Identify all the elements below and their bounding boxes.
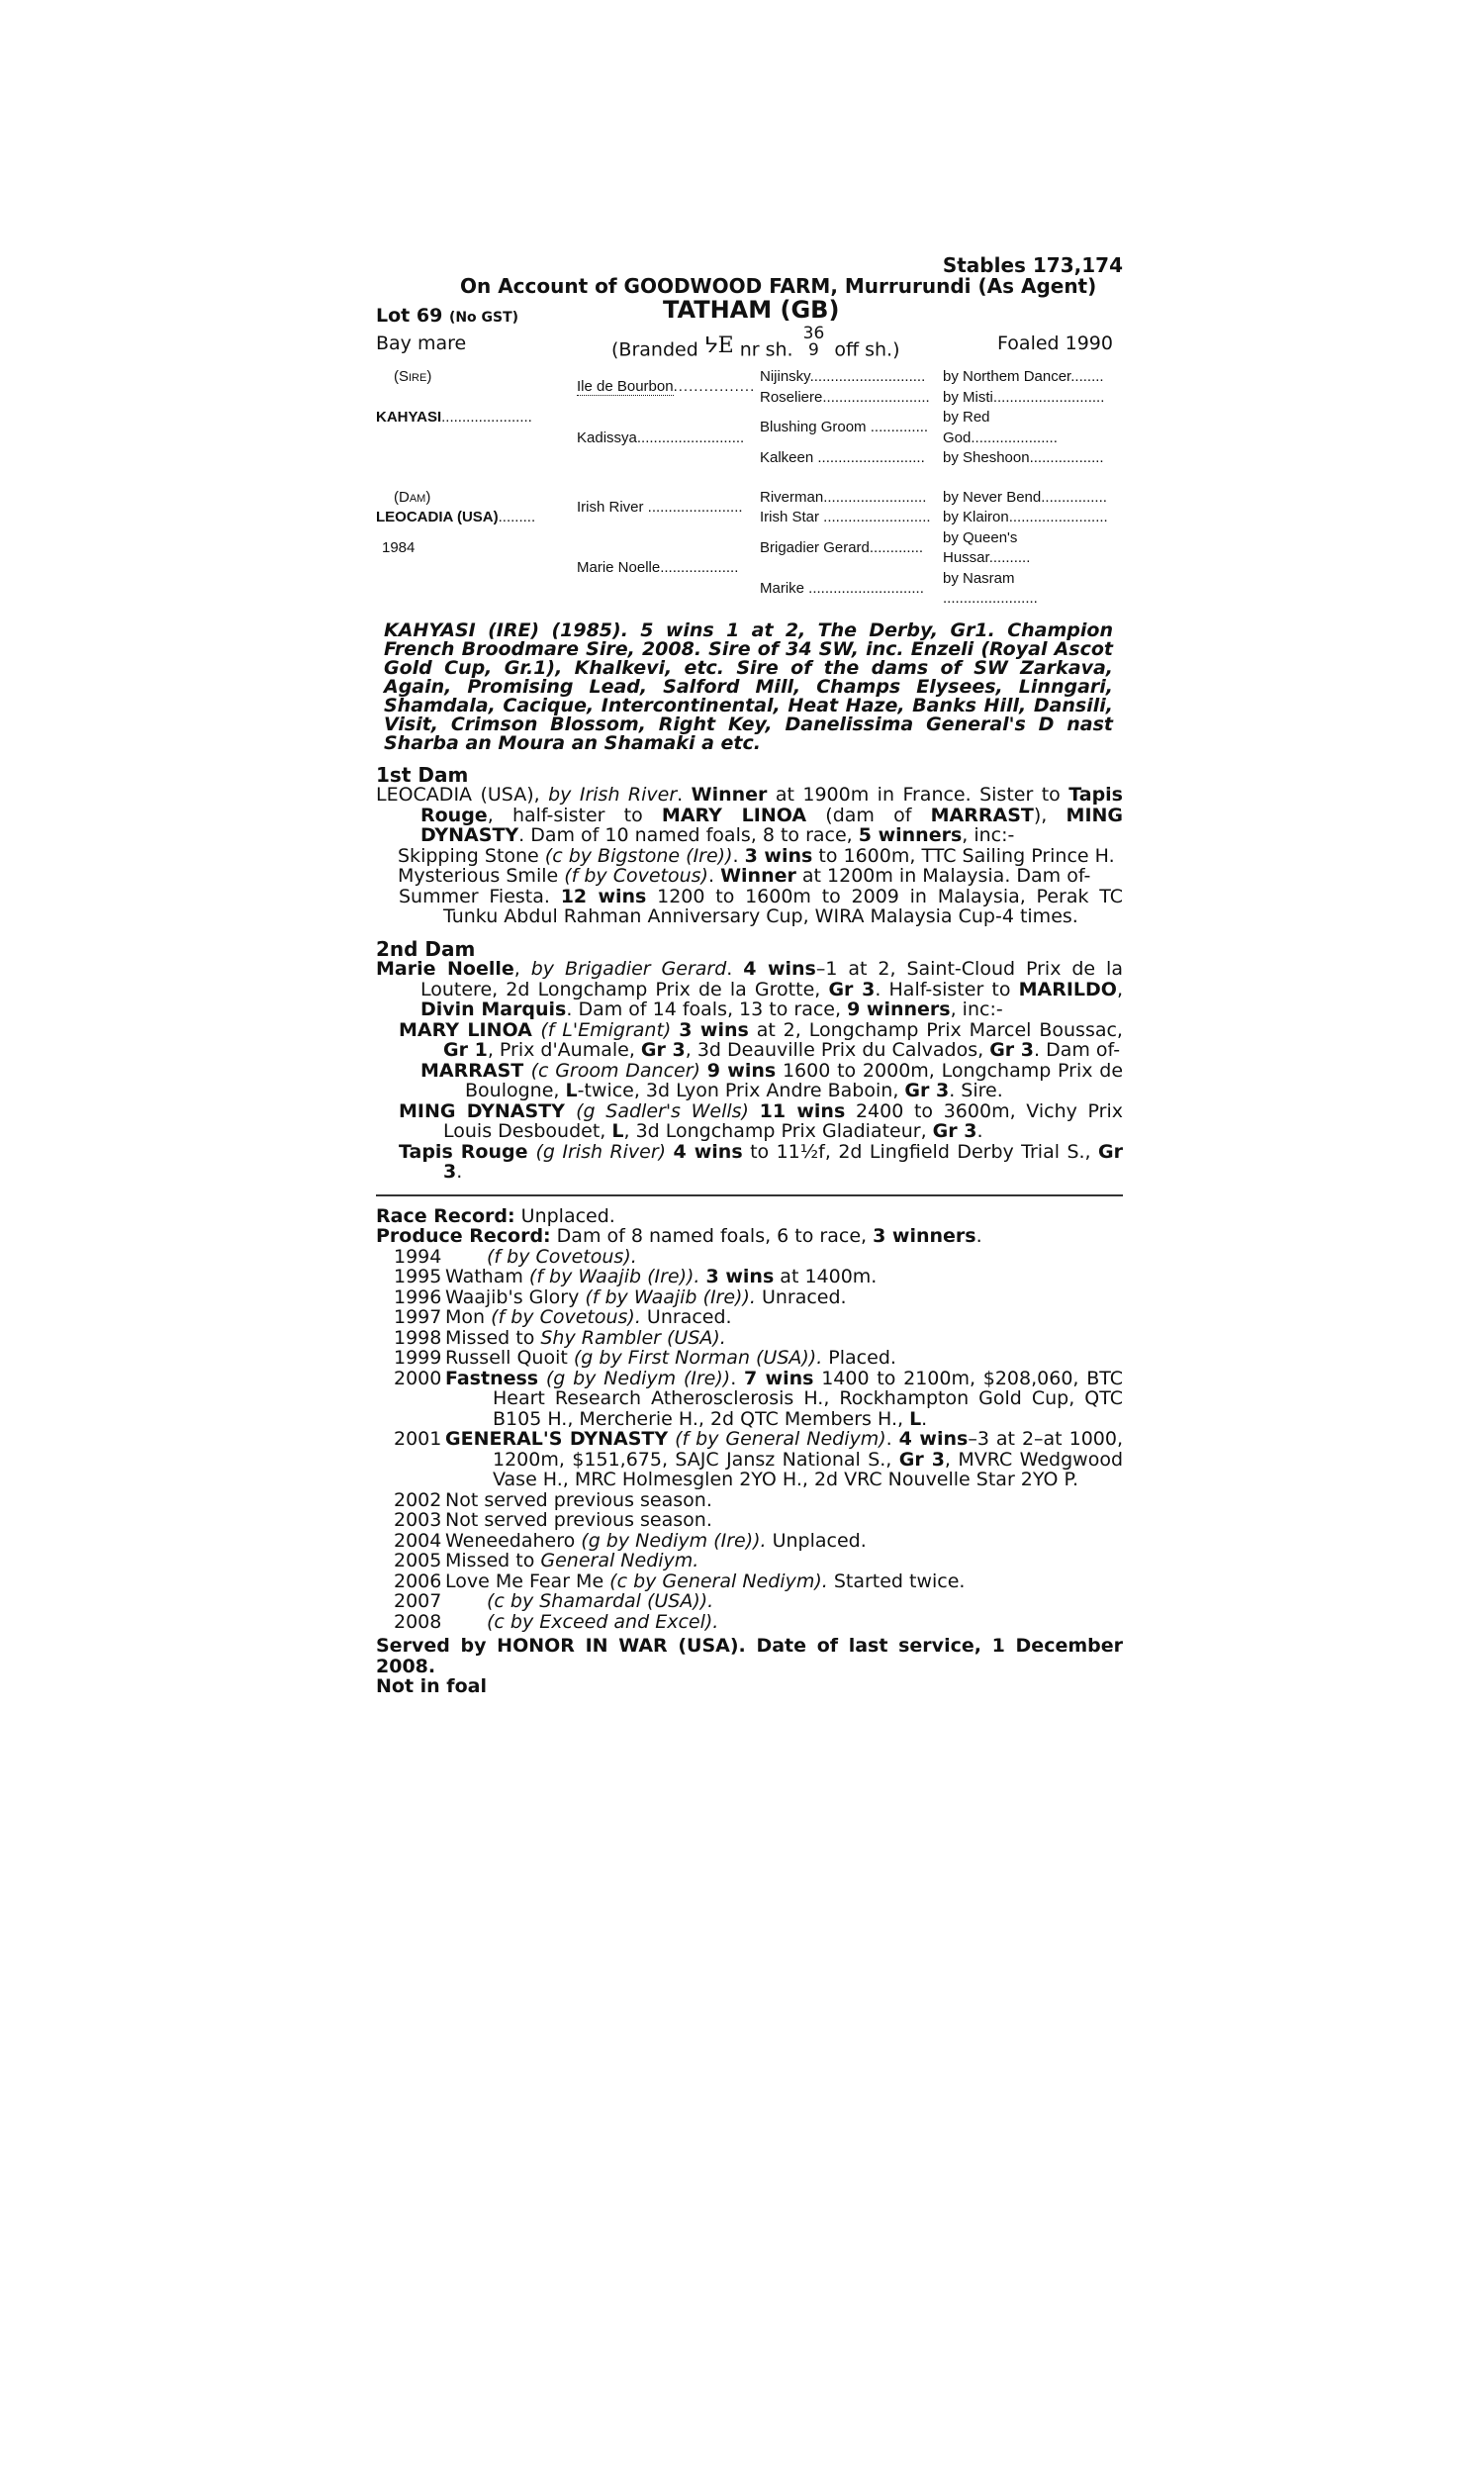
- produce-2004: 2004 Weneedahero (g by Nediym (Ire)). Unplaced.: [394, 1529, 867, 1552]
- offspring-mysterious-smile: Mysterious Smile (f by Covetous). Winner at 1200m in Malaysia. Dam of-: [398, 865, 1091, 887]
- offspring-summer-fiesta: Summer Fiesta. 12 wins 1200 to 1600m to 2009 in Malaysia, Perak TC Tunku Abdul Rahman Anniversary Cup, WIRA Malaysia Cup-4 times.: [399, 885, 1123, 927]
- ped-gg-8: Marike: [760, 579, 805, 597]
- produce-2008: 2008 (c by Exceed and Excel).: [394, 1610, 719, 1633]
- first-dam-paragraph: LEOCADIA (USA), by Irish River. Winner at 1900m in France. Sister to Tapis Rouge, half-sister to MARY LINOA (dam of MARRAST), MING DYNASTY. Dam of 10 named foals, 8 to race, 5 winners, inc:-: [376, 784, 1124, 846]
- ped-ggg-8: by Nasram: [943, 569, 1015, 587]
- second-dam-paragraph: Marie Noelle, by Brigadier Gerard. 4 wins–1 at 2, Saint-Cloud Prix de la Loutere, 2d Longchamp Prix de la Grotte, Gr 3. Half-sister to MARILDO, Divin Marquis. Dam of 14 foals, 13 to race, 9 winners, inc:-: [376, 958, 1123, 1020]
- brand-description: (Branded ᔭE nr sh. 36 9 off sh.): [611, 324, 900, 361]
- ped-gg-1: Nijinsky: [760, 368, 810, 385]
- section-divider: [376, 1194, 1123, 1196]
- produce-2005: 2005 Missed to General Nediym.: [394, 1550, 699, 1571]
- ped-ggg-2: by Misti: [943, 388, 993, 406]
- catalogue-page: [376, 255, 1123, 1697]
- dam-name: LEOCADIA (USA): [376, 509, 499, 525]
- ped-ggg-7: by Queen's Hussar: [943, 528, 1018, 566]
- produce-1999: 1999 Russell Quoit (g by First Norman (USA)). Placed.: [394, 1347, 896, 1369]
- colour-sex: Bay mare: [376, 333, 467, 354]
- brand-number: 36 9: [802, 324, 825, 360]
- sire-sire: Ile de Bourbon: [577, 378, 674, 396]
- produce-1998: 1998 Missed to Shy Rambler (USA).: [394, 1326, 726, 1349]
- offspring-ming-dynasty: MING DYNASTY (g Sadler's Wells) 11 wins 2400 to 3600m, Vichy Prix Louis Desboudet, L, 3d Longchamp Prix Gladiateur, Gr 3.: [399, 1099, 1124, 1142]
- sire-dam: Kadissya: [577, 428, 637, 446]
- vendor-line: On Account of GOODWOOD FARM, Murrurundi (As Agent): [460, 273, 1097, 298]
- ped-ggg-3: by Red God: [943, 409, 990, 446]
- offspring-mary-linoa: MARY LINOA (f L'Emigrant) 3 wins at 2, Longchamp Prix Marcel Boussac, Gr 1, Prix d'Aumale, Gr 3, 3d Deauville Prix du Calvados, Gr 3. Dam of-: [399, 1018, 1123, 1061]
- ped-gg-2: Roseliere: [760, 388, 823, 406]
- dam-dam: Marie Noelle: [577, 559, 661, 577]
- produce-2003: 2003 Not served previous season.: [394, 1509, 712, 1531]
- race-record: Race Record: Unplaced.: [376, 1204, 615, 1227]
- foaled-year: Foaled 1990: [997, 333, 1113, 354]
- first-dam-heading: 1st Dam: [376, 762, 469, 787]
- ped-ggg-5: by Never Bend: [943, 488, 1042, 506]
- gst-note: (No GST): [448, 310, 519, 326]
- sire-label: (Sire): [394, 368, 432, 385]
- served-by: Served by HONOR IN WAR (USA). Date of last service, 1 December 2008.: [376, 1635, 1123, 1677]
- ped-ggg-1: by Northem Dancer: [943, 368, 1071, 385]
- ped-gg-6: Irish Star: [760, 509, 820, 525]
- offspring-marrast: MARRAST (c Groom Dancer) 9 wins 1600 to 2000m, Longchamp Prix de Boulogne, L-twice, 3d Lyon Prix Andre Baboin, Gr 3. Sire.: [420, 1059, 1124, 1101]
- lot-line: [376, 296, 1123, 327]
- produce-record-summary: Produce Record: Dam of 8 named foals, 6 to race, 3 winners.: [376, 1225, 982, 1247]
- produce-2007: 2007 (c by Shamardal (USA)).: [394, 1590, 714, 1612]
- produce-2001: 2001 GENERAL'S DYNASTY (f by General Nediym). 4 wins–3 at 2–at 1000, 1200m, $151,675, SAJC Jansz National S., Gr 3, MVRC Wedgwood Vase H., MRC Holmesglen 2YO H., 2d VRC Nouvelle Star 2YO P.: [394, 1428, 1124, 1490]
- stables-number: Stables 173,174: [942, 253, 1123, 277]
- pedigree-table: (Sire) Ile de Bourbon................ Nijinsky............................ by Northem Dancer........ KAHYASI...................... Roseliere.......................... by Misti........................... Kadissya.......................... Blushing Groom .............. by Red God..................... Kalkeen .......................... by Sheshoon.................. (Dam) Irish River ....................... Riverman......................... by Never Bend................ LEOCADIA (USA)......... Irish Star .......................... by Klairon........................ 1984 Marie Noelle................... Brigadier Gerard............. by Queen's Hussar.......... Marike ............................ by Nasram .......................: [376, 368, 1108, 607]
- ped-ggg-6: by Klairon: [943, 509, 1009, 525]
- produce-2002: 2002 Not served previous season.: [394, 1488, 712, 1511]
- produce-2006: 2006 Love Me Fear Me (c by General Nediym). Started twice.: [394, 1570, 966, 1592]
- foal-status: Not in foal: [376, 1675, 487, 1697]
- ped-gg-7: Brigadier Gerard: [760, 538, 870, 556]
- produce-1994: 1994 (f by Covetous).: [394, 1245, 637, 1268]
- dam-sire: Irish River: [577, 498, 644, 516]
- produce-2000: 2000 Fastness (g by Nediym (Ire)). 7 wins 1400 to 2100m, $208,060, BTC Heart Research Atherosclerosis H., Rockhampton Gold Cup, QTC B105 H., Mercherie H., 2d QTC Members H., L.: [394, 1367, 1123, 1430]
- horse-name: TATHAM (GB): [663, 296, 840, 324]
- produce-1995: 1995 Watham (f by Waajib (Ire)). 3 wins at 1400m.: [394, 1266, 878, 1287]
- dam-year: 1984: [382, 538, 416, 556]
- brand-icon: ᔭE: [703, 333, 734, 358]
- ped-ggg-4: by Sheshoon: [943, 449, 1030, 466]
- ped-gg-4: Kalkeen: [760, 449, 814, 466]
- second-dam-heading: 2nd Dam: [376, 936, 476, 961]
- offspring-skipping-stone: Skipping Stone (c by Bigstone (Ire)). 3 wins to 1600m, TTC Sailing Prince H.: [398, 844, 1115, 867]
- sire-name: KAHYASI: [376, 409, 442, 426]
- produce-1996: 1996 Waajib's Glory (f by Waajib (Ire)). Unraced.: [394, 1285, 847, 1308]
- offspring-tapis-rouge: Tapis Rouge (g Irish River) 4 wins to 11½f, 2d Lingfield Derby Trial S., Gr 3.: [399, 1140, 1123, 1183]
- dam-label: (Dam): [394, 488, 431, 506]
- produce-1997: 1997 Mon (f by Covetous). Unraced.: [394, 1306, 732, 1328]
- ped-gg-3: Blushing Groom: [760, 419, 867, 436]
- sire-summary: KAHYASI (IRE) (1985). 5 wins 1 at 2, The Derby, Gr1. Champion French Broodmare Sire, 2008. Sire of 34 SW, inc. Enzeli (Royal Ascot Gold Cup, Gr.1), Khalkevi, etc. Sire of the dams of SW Zarkava, Again, Promising Lead, Salford Mill, Champs Elysees, Linngari, Shamdala, Cacique, Intercontinental, Heat Haze, Banks Hill, Dansili, Visit, Crimson Blossom, Right Key, Danelissima General's D nast Sharba an Moura an Shamaki a etc.: [384, 618, 1113, 754]
- lot-number: Lot 69: [376, 305, 443, 327]
- ped-gg-5: Riverman: [760, 488, 824, 506]
- brand-line: [376, 326, 1123, 361]
